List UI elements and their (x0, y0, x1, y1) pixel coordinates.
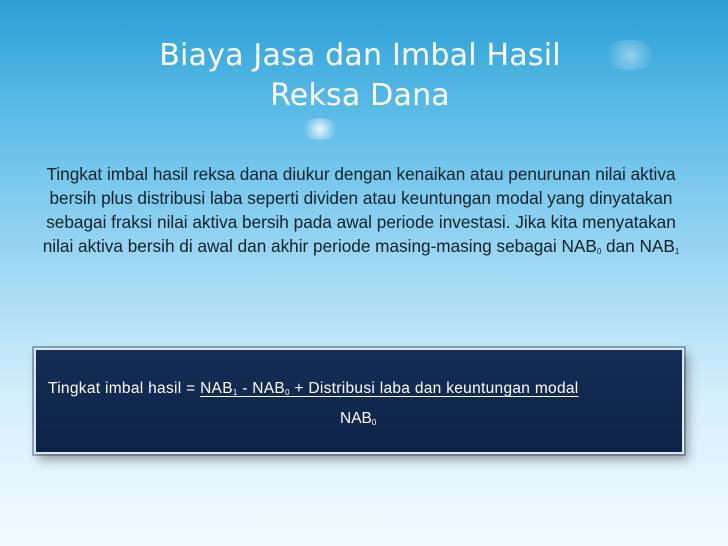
background-sparkle (300, 118, 340, 140)
nab1-symbol: $NAB_1$ (639, 236, 680, 256)
nab0-symbol: $NAB_0$ (561, 236, 602, 256)
formula-lhs: Tingkat imbal hasil = (48, 380, 201, 397)
paragraph-text: Tingkat imbal hasil reksa dana diukur dengan kenaikan atau penurunan nilai aktiva bersih plus distribusi laba seperti dividen atau keuntungan modal yang dinyatakan sebagai fraksi nilai aktiva bersih pada awal periode investasi. Jika kita menyatakan nilai aktiva bersih di awal dan akhir periode masing-masing sebagai (42, 164, 676, 256)
formula-denominator: $NAB_0$ (340, 410, 377, 427)
formula-box (34, 348, 684, 454)
title-line-2: Reksa Dana (270, 78, 450, 113)
formula-equation (48, 380, 579, 398)
formula-numerator: $NAB_1 - NAB_0$ + Distribusi laba dan keuntungan modal (200, 380, 579, 397)
slide-title (80, 36, 640, 116)
title-line-1: Biaya Jasa dan Imbal Hasil (159, 38, 561, 73)
body-paragraph (34, 162, 688, 264)
paragraph-connector: dan (601, 236, 640, 256)
